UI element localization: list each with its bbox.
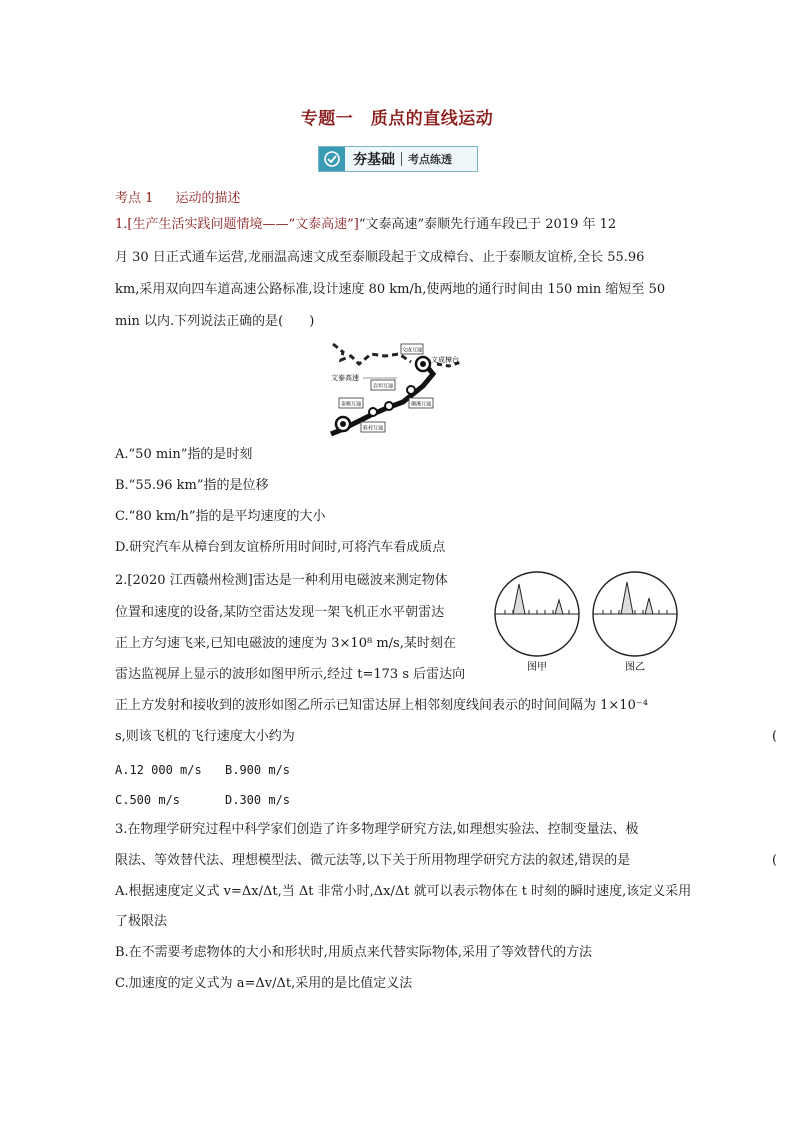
q1-option-c: C.“80 km/h”指的是平均速度的大小 bbox=[115, 509, 326, 524]
section-heading bbox=[115, 187, 259, 206]
map-box-label: 筱村互通 bbox=[362, 425, 384, 432]
q1-line2: 月 30 日正式通车运营,龙丽温高速文成至泰顺段起于文成樟台、止于泰顺友谊桥,全长 55.96 bbox=[115, 250, 645, 265]
banner-divider bbox=[401, 152, 402, 166]
q1-option-a: A.“50 min”指的是时刻 bbox=[115, 447, 253, 462]
map-box-label: 泰顺互通 bbox=[340, 401, 362, 408]
q3-option-b: B.在不需要考虑物体的大小和形状时,用质点来代替实际物体,采用了等效替代的方法 bbox=[115, 945, 592, 960]
map-road-label: 文泰高速 bbox=[331, 374, 359, 382]
q1-line1 bbox=[115, 217, 616, 233]
radar-screen-b bbox=[593, 572, 677, 673]
radar-screens-figure bbox=[493, 570, 685, 676]
radar-pulse-emit bbox=[621, 582, 633, 614]
map-node-icon bbox=[407, 386, 415, 394]
radar-pulse-echo bbox=[645, 598, 653, 614]
q3-answer-paren: ( bbox=[772, 853, 778, 868]
radar-screen-a bbox=[495, 572, 579, 673]
map-box-label: 岩坦互通 bbox=[372, 383, 394, 390]
q2-line4: 雷达监视屏上显示的波形如图甲所示,经过 t=173 s 后雷达向 bbox=[115, 667, 466, 682]
q2-line6: s,则该飞机的飞行速度大小约为 bbox=[115, 729, 295, 744]
q2-option-b: B.900 m/s bbox=[225, 763, 291, 777]
map-box-label: 珊溪互通 bbox=[410, 401, 432, 408]
q2-line5: 正上方发射和接收到的波形如图乙所示已知雷达屏上相邻刻度线间表示的时间间隔为 1×10⁻⁴ bbox=[115, 698, 648, 713]
q2-line2: 位置和速度的设备,某防空雷达发现一架飞机正水平朝雷达 bbox=[115, 605, 445, 620]
map-node-icon bbox=[369, 408, 377, 416]
fig-a-caption: 图甲 bbox=[527, 662, 547, 673]
map-node-icon bbox=[385, 402, 393, 410]
q1-option-b: B.“55.96 km”指的是位移 bbox=[115, 478, 269, 493]
q3-option-c: C.加速度的定义式为 a=Δv/Δt,采用的是比值定义法 bbox=[115, 976, 413, 991]
fig-b-caption: 图乙 bbox=[625, 662, 645, 673]
q2-option-d: D.300 m/s bbox=[225, 793, 291, 807]
map-dashed-road bbox=[333, 344, 411, 364]
map-box-label: 文成互通 bbox=[401, 347, 423, 354]
q2-line1: 2.[2020 江西赣州检测]雷达是一种利用电磁波来测定物体 bbox=[115, 573, 448, 588]
q3-line1: 3.在物理学研究过程中科学家们创造了许多物理学研究方法,如理想实验法、控制变量法、极 bbox=[115, 822, 639, 837]
q1-line1-text: “文泰高速”泰顺先行通车段已于 2019 年 12 bbox=[358, 217, 617, 232]
q2-option-a: A.12 000 m/s bbox=[115, 763, 202, 777]
q3-option-a-line2: 了极限法 bbox=[115, 914, 168, 929]
radar-pulse-emit bbox=[513, 584, 525, 614]
section-name: 运动的描述 bbox=[175, 191, 241, 206]
section-label: 考点 1 bbox=[115, 191, 154, 206]
page-title: 专题一 质点的直线运动 bbox=[300, 109, 494, 129]
q1-tag: 1.[生产生活实践问题情境——“文泰高速”] bbox=[115, 217, 359, 232]
q2-option-c: C.500 m/s bbox=[115, 793, 181, 807]
banner-main-label: 夯基础 bbox=[353, 152, 395, 168]
radar-pulse-echo bbox=[555, 600, 563, 614]
check-icon bbox=[319, 147, 345, 171]
q1-line3: km,采用双向四车道高速公路标准,设计速度 80 km/h,使两地的通行时间由 150 min 缩短至 50 bbox=[115, 282, 666, 297]
q1-line4: min 以内.下列说法正确的是( ) bbox=[115, 314, 315, 329]
highway-map-figure bbox=[325, 338, 475, 438]
q3-option-a-line1: A.根据速度定义式 v=Δx/Δt,当 Δt 非常小时,Δx/Δt 就可以表示物体在 t 时刻的瞬时速度,该定义采用 bbox=[115, 884, 692, 899]
q1-option-d: D.研究汽车从樟台到友谊桥所用时间时,可将汽车看成质点 bbox=[115, 540, 446, 555]
map-end-label: 文成樟台 bbox=[431, 356, 459, 364]
q3-line2: 限法、等效替代法、理想模型法、微元法等,以下关于所用物理学研究方法的叙述,错误的是 bbox=[115, 853, 631, 868]
section-banner bbox=[318, 146, 478, 172]
banner-sub-label: 考点练透 bbox=[408, 153, 452, 166]
q2-line3: 正上方匀速飞来,已知电磁波的速度为 3×10⁸ m/s,某时刻在 bbox=[115, 636, 456, 651]
q2-answer-paren: ( bbox=[772, 729, 778, 744]
